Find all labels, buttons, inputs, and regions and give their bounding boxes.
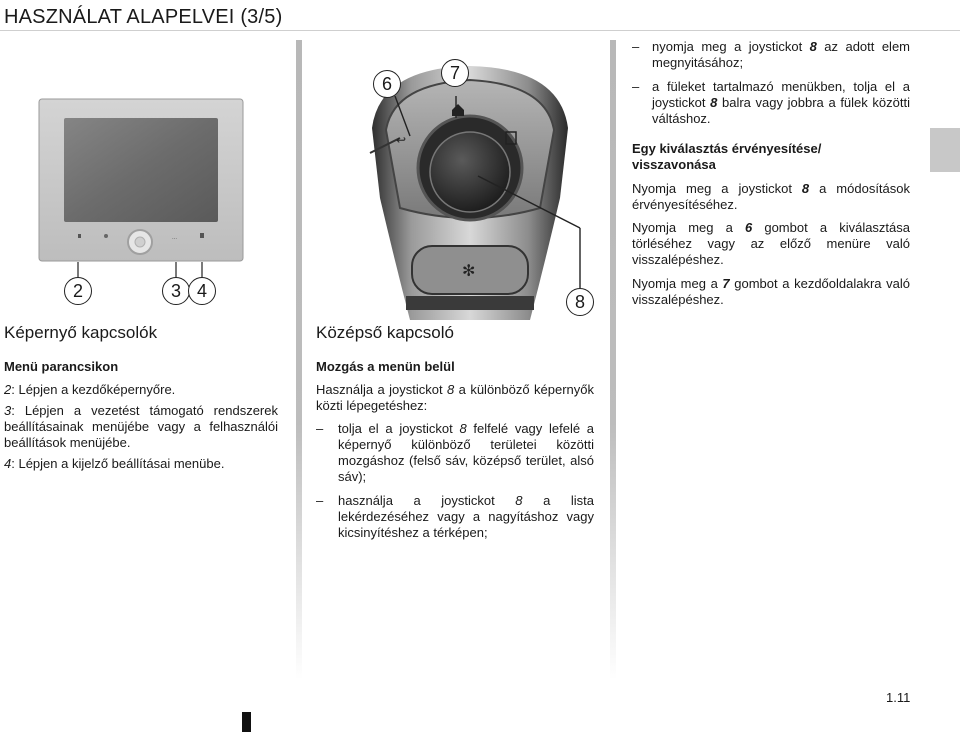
left-item-list [4,382,278,472]
column-divider-left [296,40,302,680]
right-subheading: Egy kiválasztás érvényesítése/ visszavonása [632,141,822,172]
callout-8: 8 [566,288,594,316]
list-item: – nyomja meg a joystickot 8 az adott elem megnyitásához; [632,39,911,70]
page-title: HASZNÁLAT ALAPELVEI (3/5) [4,6,283,28]
list-item: 4: Lépjen a kijelző beállításai menübe. [4,456,225,471]
callout-4: 4 [188,277,216,305]
callout-2: 2 [64,277,92,305]
page-number: 1.11 [886,690,911,705]
right-paragraph-1: Nyomja meg a joystickot 8 a módosítások érvényesítéséhez. [632,181,910,212]
list-item: 3: Lépjen a vezetést támogató rendszerek beállításainak menüjébe vagy a felhasználói beállítások menüjébe. [4,403,278,450]
right-paragraph-2: Nyomja meg a 6 gombot a kiválasztása törléséhez vagy az előző menüre való visszalépéshez. [632,220,911,267]
middle-bullet-list [316,421,594,541]
left-heading: Képernyő kapcsolók [4,323,158,342]
callout-3: 3 [162,277,190,305]
callout-leader-lines [76,262,208,282]
list-item: – használja a joystickot 8 a lista lekérdezéséhez vagy a nagyításhoz vagy kicsinyítéshez a térképen; [316,493,594,540]
callout-7: 7 [441,59,469,87]
callout-leader-lines-joystick [380,96,600,296]
list-item: 2: Lépjen a kezdőképernyőre. [4,382,176,397]
section-tab [930,128,960,172]
middle-heading: Középső kapcsoló [316,323,454,342]
middle-intro: Használja a joystickot 8 a különböző képernyők közti lépegetéshez: [316,382,594,413]
left-subheading: Menü parancsikon [4,359,119,374]
title-divider [0,30,960,31]
right-bullet-list [632,39,910,127]
right-paragraph-3: Nyomja meg a 7 gombot a kezdőoldalakra való visszalépéshez. [632,276,910,307]
svg-text:...: ... [172,235,178,241]
list-item: – tolja el a joystickot 8 felfelé vagy lefelé a képernyő különböző területei közötti mozgáshoz (felső sáv, középső terület, alsó sáv); [316,421,594,484]
page-marker [242,712,251,732]
display-unit-illustration [38,98,244,262]
column-divider-right [610,40,616,680]
middle-subheading: Mozgás a menün belül [316,359,455,374]
callout-6: 6 [373,70,401,98]
svg-text:✻: ✻ [462,261,476,280]
svg-text:↩: ↩ [396,133,407,147]
list-item: – a füleket tartalmazó menükben, tolja el a joystickot 8 balra vagy jobbra a fülek közötti váltáshoz. [632,79,910,126]
